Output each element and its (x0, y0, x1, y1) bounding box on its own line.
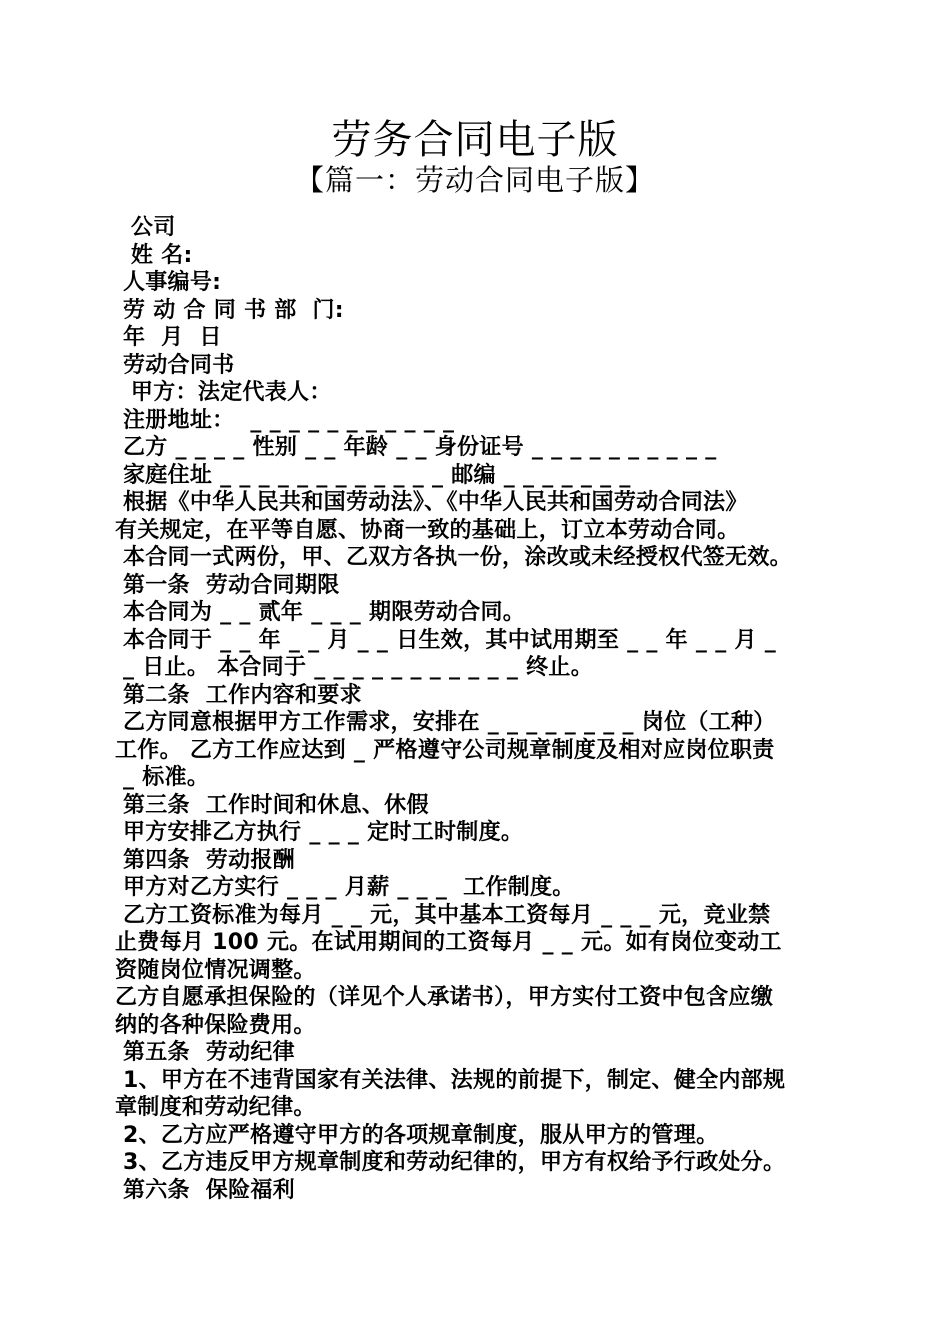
contract-line: 公司 (115, 215, 176, 240)
contract-line: 年 月 日 (115, 325, 222, 350)
contract-line: 乙方工资标准为每月 _ _ 元，其中基本工资每月 _ _ _ 元，竞业禁 (115, 902, 771, 928)
contract-line: 乙方自愿承担保险的（详见个人承诺书），甲方实付工资中包含应缴 (115, 985, 774, 1010)
contract-line: _ 标准。 (115, 765, 210, 790)
contract-line: 第二条 工作内容和要求 (115, 682, 362, 708)
contract-line: 第五条 劳动纪律 (115, 1040, 295, 1065)
contract-line: 止费每月 100 元。在试用期间的工资每月 _ _ 元。如有岗位变动工 (115, 930, 782, 955)
contract-line: 乙方同意根据甲方工作需求，安排在 _ _ _ _ _ _ _ _ 岗位（工种） (115, 710, 776, 735)
contract-line: 根据《中华人民共和国劳动法》、《中华人民共和国劳动合同法》 (115, 490, 748, 515)
contract-line: 本合同于 _ _ 年 _ _ 月 _ _ 日生效，其中试用期至 _ _ 年 _ _ 月 _ (115, 627, 777, 653)
contract-body (115, 214, 845, 1204)
contract-line: 本合同一式两份，甲、乙双方各执一份，涂改或未经授权代签无效。 (115, 545, 792, 570)
contract-line: 纳的各种保险费用。 (115, 1012, 316, 1038)
contract-line: 人事编号: (115, 270, 222, 295)
document-title: 劳务合同电子版 (331, 117, 619, 163)
contract-line: 3、乙方违反甲方规章制度和劳动纪律的，甲方有权给予行政处分。 (115, 1150, 786, 1175)
contract-line: 本合同为 _ _ 贰年 _ _ _ 期限劳动合同。 (115, 600, 526, 625)
contract-line: 资随岗位情况调整。 (115, 957, 316, 983)
contract-line: 姓 名: (115, 242, 193, 268)
contract-line: 甲方安排乙方执行 _ _ _ 定时工时制度。 (115, 820, 524, 845)
contract-line: 有关规定，在平等自愿、协商一致的基础上，订立本劳动合同。 (115, 517, 740, 543)
document-subtitle: 【篇一：劳动合同电子版】 (294, 163, 655, 197)
contract-line: 劳动合同书 (115, 352, 235, 378)
contract-line: 第六条 保险福利 (115, 1177, 295, 1203)
contract-line: 第三条 工作时间和休息、休假 (115, 792, 429, 818)
contract-line: 注册地址： _ _ _ _ _ _ _ _ _ _ _ (115, 407, 455, 433)
contract-line: 工作。 乙方工作应达到 _ 严格遵守公司规章制度及相对应岗位职责 (115, 737, 775, 763)
contract-line: 第一条 劳动合同期限 (115, 572, 340, 598)
contract-line: 第四条 劳动报酬 (115, 847, 295, 873)
contract-line: 2、乙方应严格遵守甲方的各项规章制度，服从甲方的管理。 (115, 1122, 719, 1148)
contract-line: 甲方：法定代表人： (115, 380, 332, 405)
contract-line: 章制度和劳动纪律。 (115, 1095, 316, 1120)
contract-line: 乙方 _ _ _ _ 性别 _ _ 年龄 _ _ 身份证号 _ _ _ _ _ _ _ _ _ _ (115, 435, 717, 460)
contract-line: 甲方对乙方实行 _ _ _ 月薪 _ _ _ 工作制度。 (115, 875, 575, 900)
contract-line: 劳 动 合 同 书 部 门: (115, 297, 344, 323)
contract-line: 家庭住址 _ _ _ _ _ _ _ _ _ _ _ _ 邮编 _ _ _ _ _ _ _ (115, 462, 631, 488)
contract-line: 1、甲方在不违背国家有关法律、法规的前提下，制定、健全内部规 (115, 1067, 786, 1093)
contract-line: _ 日止。 本合同于 _ _ _ _ _ _ _ _ _ _ _ 终止。 (115, 655, 593, 680)
